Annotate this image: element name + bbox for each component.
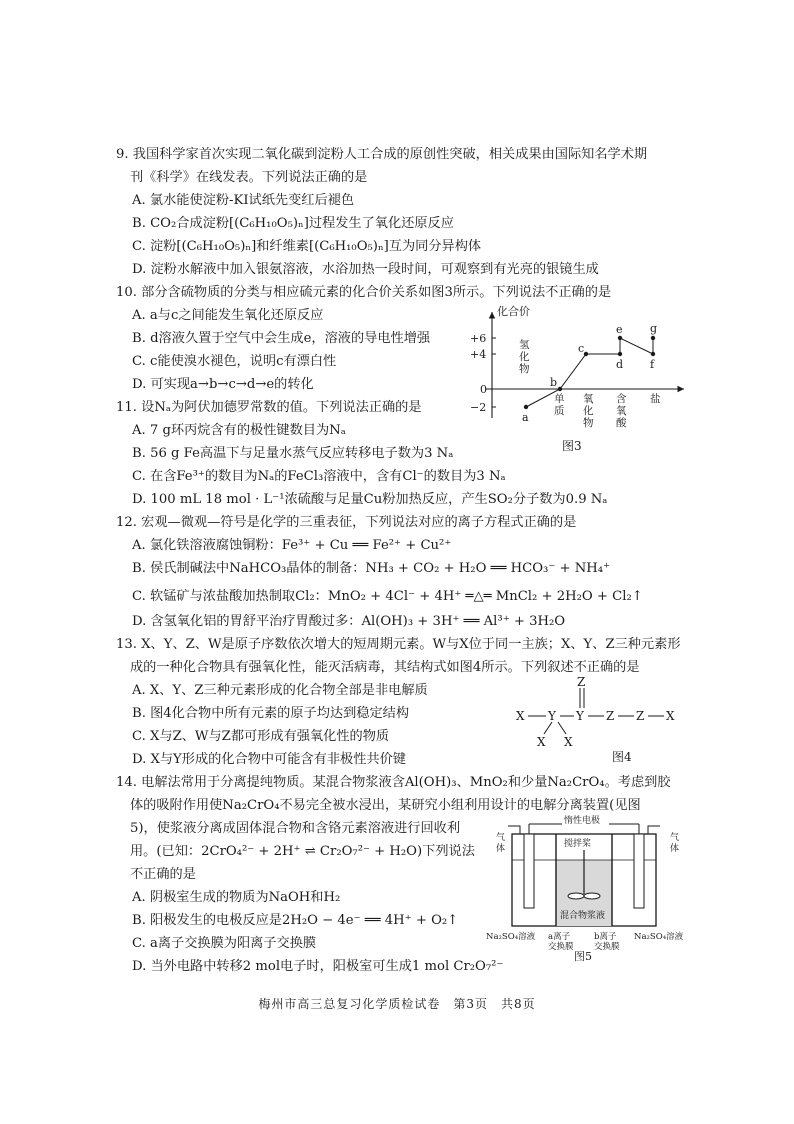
q9-option-d: D. 淀粉水解液中加入银氨溶液，水浴加热一段时间，可观察到有光亮的银镜生成 xyxy=(132,262,599,277)
fig3-label-d: d xyxy=(616,358,624,371)
fig5-left-solution: Na₂SO₄溶液 xyxy=(486,932,536,942)
fig3-cat-element: 单质 xyxy=(554,393,565,417)
fig3-point-d xyxy=(618,352,622,356)
q10-stem: 10. 部分含硫物质的分类与相应硫元素的化合价关系如图3所示。下列说法不正确的是 xyxy=(116,285,612,300)
fig4-caption: 图4 xyxy=(612,750,632,764)
fig3-tick-plus4: +4 xyxy=(470,348,487,361)
fig4-atom-y1: Y xyxy=(548,709,556,723)
fig5-membrane-a-label: a离子交换膜 xyxy=(548,932,574,952)
q10-option-b: B. d溶液久置于空气中会生成e，溶液的导电性增强 xyxy=(132,331,431,346)
fig4-atom-z2: Z xyxy=(636,709,645,723)
fig3-point-g xyxy=(651,336,655,340)
q13-stem-line1: 13. X、Y、Z、W是原子序数依次增大的短周期元素。W与X位于同一主族；X、Y、Z三种元素形 xyxy=(116,637,681,652)
fig3-cat-salt: 盐 xyxy=(650,393,661,405)
q14-option-b: B. 阳极发生的电极反应是2H₂O − 4e⁻ ══ 4H⁺ + O₂↑ xyxy=(132,913,459,928)
fig5-membrane-b-label: b离子交换膜 xyxy=(594,932,620,952)
q14-stem-line2: 体的吸附作用使Na₂CrO₄不易完全被水浸出，某研究小组利用设计的电解分离装置(见图 xyxy=(130,798,641,813)
fig3-cat-oxide: 氧化物 xyxy=(583,393,594,429)
fig4-atom-x-bottom1: X xyxy=(537,735,546,749)
q12-option-b: B. 侯氏制碱法中NaHCO₃晶体的制备：NH₃ + CO₂ + H₂O ══ HCO₃⁻ + NH₄⁺ xyxy=(132,561,611,576)
q10-option-c: C. c能使溴水褪色，说明c有漂白性 xyxy=(132,354,337,369)
q10-option-d: D. 可实现a→b→c→d→e的转化 xyxy=(132,377,314,392)
q11-option-b: B. 56 g Fe高温下与足量水蒸气反应转移电子数为3 Nₐ xyxy=(132,446,454,461)
fig5-stirrer-label: 搅拌桨 xyxy=(564,839,592,849)
figure5-electrolysis-apparatus xyxy=(484,812,692,962)
fig5-gas-left: 气体 xyxy=(496,833,506,854)
fig4-atom-x-left: X xyxy=(516,709,525,723)
fig5-slurry-label: 混合物浆液 xyxy=(560,911,606,921)
q11-option-d: D. 100 mL 18 mol · L⁻¹浓硫酸与足量Cu粉加热反应，产生SO₂分子数为0.9 Nₐ xyxy=(132,492,608,507)
fig3-tick-plus6: +6 xyxy=(470,332,487,345)
fig3-tick-zero: 0 xyxy=(480,383,487,396)
q14-stem-line1: 14. 电解法常用于分离提纯物质。某混合物浆液含Al(OH)₃、MnO₂和少量Na₂CrO₄。考虑到胶 xyxy=(116,775,671,790)
fig3-point-b xyxy=(558,387,562,391)
fig3-point-e xyxy=(618,336,622,340)
fig3-label-f: f xyxy=(650,358,655,371)
fig3-label-a: a xyxy=(522,411,529,424)
q13-option-a: A. X、Y、Z三种元素形成的化合物全部是非电解质 xyxy=(132,683,428,698)
q12-option-a: A. 氯化铁溶液腐蚀铜粉：Fe³⁺ + Cu ══ Fe²⁺ + Cu²⁺ xyxy=(132,538,452,553)
q10-option-a: A. a与c之间能发生氧化还原反应 xyxy=(132,308,324,323)
page-footer: 梅州市高三总复习化学质检试卷 第3页 共8页 xyxy=(258,997,536,1011)
fig3-label-b: b xyxy=(550,376,558,389)
q12-option-c: C. 软锰矿与浓盐酸加热制取Cl₂：MnO₂ + 4Cl⁻ + 4H⁺ ═△═ MnCl₂ + 2H₂O + Cl₂↑ xyxy=(132,589,643,604)
q13-option-b: B. 图4化合物中所有元素的原子均达到稳定结构 xyxy=(132,706,410,721)
q12-stem: 12. 宏观—微观—符号是化学的三重表征，下列说法对应的离子方程式正确的是 xyxy=(116,515,577,530)
q14-stem-line5: 不正确的是 xyxy=(130,867,196,882)
fig5-right-solution: Na₂SO₄溶液 xyxy=(634,932,684,942)
fig5-gas-right: 气体 xyxy=(670,833,680,854)
q9-option-b: B. CO₂合成淀粉[(C₆H₁₀O₅)ₙ]过程发生了氧化还原反应 xyxy=(132,216,454,231)
q14-stem-line3: 5)，使浆液分离成固体混合物和含铬元素溶液进行回收利 xyxy=(130,821,461,836)
q13-option-c: C. X与Z、W与Z都可形成有强氧化性的物质 xyxy=(132,729,390,744)
fig5-electrode-label: 惰性电极 xyxy=(564,816,601,826)
fig4-atom-z-top: Z xyxy=(577,676,586,689)
q9-option-c: C. 淀粉[(C₆H₁₀O₅)ₙ]和纤维素[(C₆H₁₀O₅)ₙ]互为同分异构体 xyxy=(132,239,482,254)
fig5-left-electrode xyxy=(524,834,534,908)
fig3-cat-oxyacid: 含氧酸 xyxy=(616,393,627,429)
fig3-point-a xyxy=(524,405,528,409)
fig3-point-c xyxy=(584,352,588,356)
q9-option-a: A. 氯水能使淀粉-KI试纸先变红后褪色 xyxy=(132,193,355,208)
figure4-structural-formula xyxy=(512,676,690,766)
q14-option-c: C. a离子交换膜为阳离子交换膜 xyxy=(132,936,317,951)
q14-stem-line4: 用。(已知：2CrO₄²⁻ + 2H⁺ ⇌ Cr₂O₇²⁻ + H₂O)下列说法 xyxy=(130,844,475,859)
fig3-caption: 图3 xyxy=(562,439,582,453)
q14-option-a: A. 阴极室生成的物质为NaOH和H₂ xyxy=(132,890,341,905)
fig3-label-e: e xyxy=(616,323,623,336)
fig4-atom-x-bottom2: X xyxy=(564,735,573,749)
q9-stem-line1: 9. 我国科学家首次实现二氧化碳到淀粉人工合成的原创性突破，相关成果由国际知名学术期 xyxy=(116,147,648,162)
q11-stem: 11. 设Nₐ为阿伏加德罗常数的值。下列说法正确的是 xyxy=(116,400,422,415)
q13-stem-line2: 成的一种化合物具有强氧化性，能灭活病毒，其结构式如图4所示。下列叙述不正确的是 xyxy=(130,660,640,675)
q13-option-d: D. X与Y形成的化合物中可能含有非极性共价键 xyxy=(132,752,406,767)
fig3-point-f xyxy=(651,352,655,356)
fig4-atom-x-right: X xyxy=(666,709,675,723)
fig3-label-c: c xyxy=(578,342,585,355)
q11-option-c: C. 在含Fe³⁺的数目为Nₐ的FeCl₃溶液中，含有Cl⁻的数目为3 Nₐ xyxy=(132,469,506,484)
fig3-cat-hydride: 氢化物 xyxy=(519,339,530,375)
fig5-right-electrode xyxy=(634,834,644,908)
q12-option-d: D. 含氢氧化铝的胃舒平治疗胃酸过多：Al(OH)₃ + 3H⁺ ══ Al³⁺ + 3H₂O xyxy=(132,614,566,629)
fig5-caption: 图5 xyxy=(574,950,592,962)
q11-option-a: A. 7 g环丙烷含有的极性键数目为Nₐ xyxy=(132,423,346,438)
q14-option-d: D. 当外电路中转移2 mol电子时，阳极室可生成1 mol Cr₂O₇²⁻ xyxy=(132,959,504,974)
fig3-label-g: g xyxy=(650,322,658,335)
q9-stem-line2: 刊《科学》在线发表。下列说法正确的是 xyxy=(130,170,368,185)
fig4-atom-z1: Z xyxy=(606,709,615,723)
fig4-atom-y2: Y xyxy=(576,709,584,723)
fig3-tick-minus2: −2 xyxy=(470,401,487,414)
fig3-y-title: 化合价 xyxy=(497,305,530,318)
figure3-valence-chart xyxy=(468,300,690,458)
